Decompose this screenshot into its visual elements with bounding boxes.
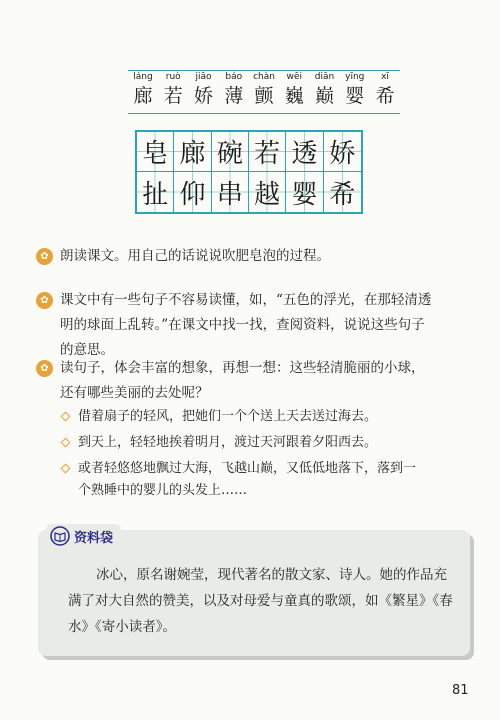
hanzi: 希 <box>375 85 395 107</box>
exercise-line: 朗读课文。用自己的话说说吹肥皂泡的过程。 <box>60 248 330 264</box>
write-cell: 越 <box>249 172 286 212</box>
exercise-line: 的意思。 <box>60 342 114 358</box>
pinyin: jiāo <box>195 72 212 82</box>
writing-characters-grid <box>135 130 363 214</box>
write-cell: 透 <box>286 132 323 172</box>
hanzi: 颤 <box>254 85 274 107</box>
write-cell: 婴 <box>286 172 323 212</box>
rec-char-5 <box>249 71 279 113</box>
hanzi: 娇 <box>193 85 213 107</box>
rec-char-6 <box>279 71 309 113</box>
example-sentence: 到天上，轻轻地挨着明月，渡过天河跟着夕阳西去。 <box>60 432 470 454</box>
rec-char-7 <box>310 71 340 113</box>
pinyin: diān <box>314 72 335 82</box>
write-cell: 皂 <box>137 132 174 172</box>
rec-char-1 <box>128 71 158 113</box>
write-cell: 扯 <box>137 172 174 212</box>
rec-char-9 <box>370 71 400 113</box>
write-cell: 若 <box>249 132 286 172</box>
example-sentence <box>60 458 470 502</box>
hanzi: 若 <box>163 85 183 107</box>
exercise-icon: ✿ <box>36 292 53 309</box>
resource-box <box>38 530 470 656</box>
hanzi: 婴 <box>345 85 365 107</box>
example-sentence: 借着扇子的轻风，把她们一个个送上天去送过海去。 <box>60 406 470 428</box>
page-number: 81 <box>452 683 469 698</box>
rec-char-3 <box>189 71 219 113</box>
write-cell: 希 <box>324 172 361 212</box>
resource-tab <box>46 524 121 548</box>
example-sentences <box>60 406 470 502</box>
pinyin: ruò <box>165 72 181 82</box>
pinyin: yīng <box>345 72 365 82</box>
exercise-1 <box>38 244 468 269</box>
exercise-line: 明的球面上乱转。”在课文中找一找，查阅资料，说说这些句子 <box>60 317 425 333</box>
rec-char-8 <box>340 71 370 113</box>
book-icon <box>50 526 70 546</box>
exercise-line: 还有哪些美丽的去处呢？ <box>60 385 209 401</box>
write-cell: 串 <box>212 172 249 212</box>
resource-label: 资料袋 <box>74 530 114 546</box>
sentence-line: 个熟睡中的婴儿的头发上…… <box>78 483 248 498</box>
pinyin: láng <box>133 72 153 82</box>
write-cell: 碗 <box>212 132 249 172</box>
pinyin: xī <box>381 72 389 82</box>
exercise-3 <box>38 356 468 406</box>
pinyin: báo <box>225 72 243 82</box>
resource-text: 冰心，原名谢婉莹，现代著名的散文家、诗人。她的作品充满了对大自然的赞美，以及对母爱与童真的歌颂，如《繁星》《春水》《寄小读者》。 <box>68 567 453 635</box>
sentence-line: 或者轻悠悠地飘过大海，飞越山巅，又低低地落下，落到一 <box>78 461 417 476</box>
hanzi: 廊 <box>133 85 153 107</box>
hanzi: 薄 <box>224 85 244 107</box>
exercise-icon: ✿ <box>36 360 53 377</box>
exercise-line: 课文中有一些句子不容易读懂，如，“五色的浮光，在那轻清透 <box>60 292 432 308</box>
write-cell: 娇 <box>324 132 361 172</box>
rec-char-2 <box>158 71 188 113</box>
pinyin: chàn <box>253 72 275 82</box>
exercise-line: 读句子，体会丰富的想象，再想一想：这些轻清脆丽的小球， <box>60 360 425 376</box>
write-cell: 廊 <box>174 132 211 172</box>
recognition-characters <box>128 70 400 114</box>
write-cell: 仰 <box>174 172 211 212</box>
exercise-icon: ✿ <box>36 248 53 265</box>
pinyin: wēi <box>286 72 302 82</box>
rec-char-4 <box>219 71 249 113</box>
exercise-2 <box>38 288 468 363</box>
hanzi: 巍 <box>284 85 304 107</box>
hanzi: 巅 <box>314 85 334 107</box>
